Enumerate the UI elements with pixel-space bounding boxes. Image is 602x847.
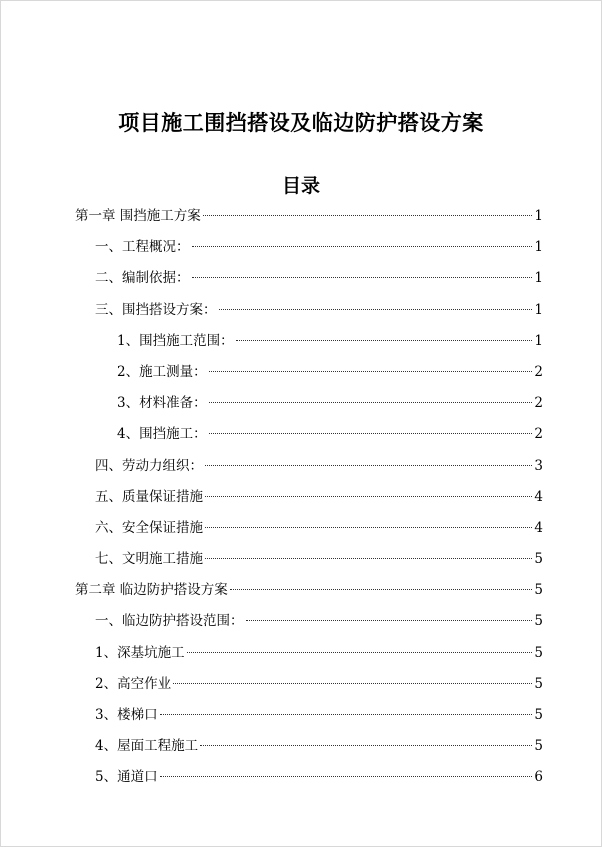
toc-leader-dots [205, 527, 532, 528]
toc-leader-dots [205, 496, 532, 497]
toc-leader-dots [187, 652, 533, 653]
toc-entry[interactable] [75, 422, 543, 453]
toc-entry-page: 1 [534, 332, 543, 349]
toc-entry[interactable] [75, 298, 543, 329]
toc-entry-page: 2 [534, 426, 543, 443]
toc-entry-page: 5 [534, 582, 543, 599]
toc-entry-label: 六、安全保证措施 [95, 519, 203, 536]
toc-entry-label: 七、文明施工措施 [95, 551, 203, 568]
table-of-contents [75, 204, 543, 797]
toc-entry-label: 4、屋面工程施工 [95, 738, 199, 755]
toc-entry-label: 一、工程概况： [95, 239, 190, 256]
toc-entry-page: 5 [534, 707, 543, 723]
toc-entry-label: 1、围挡施工范围： [117, 332, 234, 349]
toc-entry-page: 5 [534, 551, 543, 568]
toc-leader-dots [230, 589, 533, 590]
toc-entry-label: 四、劳动力组织： [95, 457, 203, 474]
toc-entry-page: 1 [534, 208, 543, 224]
toc-entry-page: 1 [534, 301, 543, 318]
toc-entry-page: 4 [534, 519, 543, 536]
toc-leader-dots [209, 371, 533, 372]
toc-entry-page: 1 [534, 239, 543, 256]
toc-leader-dots [200, 745, 532, 746]
toc-leader-dots [209, 433, 533, 434]
toc-entry-page: 2 [534, 395, 543, 412]
toc-entry-label: 第二章 临边防护搭设方案 [75, 582, 228, 599]
toc-entry-page: 3 [534, 457, 543, 474]
toc-entry-page: 4 [534, 488, 543, 505]
toc-entry-page: 6 [534, 769, 543, 786]
toc-heading: 目录 [281, 175, 320, 197]
toc-entry-label: 一、临边防护搭设范围： [95, 613, 244, 630]
toc-entry-label: 二、编制依据： [95, 270, 190, 287]
toc-entry-label: 4、围挡施工： [117, 426, 207, 443]
toc-leader-dots [192, 277, 533, 278]
toc-entry[interactable] [75, 360, 543, 391]
toc-entry[interactable] [75, 578, 543, 609]
toc-leader-dots [192, 246, 533, 247]
toc-leader-dots [205, 558, 532, 559]
toc-entry[interactable] [75, 672, 543, 703]
toc-entry[interactable] [75, 329, 543, 360]
toc-leader-dots [160, 776, 533, 777]
toc-leader-dots [205, 465, 532, 466]
toc-entry[interactable] [75, 734, 543, 765]
toc-entry[interactable] [75, 516, 543, 547]
toc-entry-label: 3、楼梯口 [95, 707, 158, 723]
toc-entry-label: 5、通道口 [95, 769, 158, 786]
toc-entry-label: 五、质量保证措施 [95, 488, 203, 505]
toc-entry-label: 3、材料准备： [117, 395, 207, 412]
toc-entry[interactable] [75, 765, 543, 796]
toc-entry[interactable] [75, 266, 543, 297]
toc-leader-dots [160, 714, 533, 715]
toc-entry-page: 1 [534, 270, 543, 287]
toc-entry-label: 三、围挡搭设方案： [95, 301, 217, 318]
toc-entry-label: 2、施工测量： [117, 363, 207, 380]
toc-entry-page: 5 [534, 644, 543, 661]
toc-entry-page: 5 [534, 613, 543, 630]
toc-entry[interactable] [75, 235, 543, 266]
toc-leader-dots [219, 309, 533, 310]
toc-entry-page: 5 [534, 738, 543, 755]
toc-entry[interactable] [75, 485, 543, 516]
toc-entry[interactable] [75, 547, 543, 578]
toc-entry[interactable] [75, 391, 543, 422]
toc-entry-label: 1、深基坑施工 [95, 644, 185, 661]
toc-entry-page: 2 [534, 363, 543, 380]
toc-leader-dots [209, 402, 533, 403]
toc-entry[interactable] [75, 454, 543, 485]
toc-entry[interactable] [75, 641, 543, 672]
toc-leader-dots [246, 620, 533, 621]
document-title: 项目施工围挡搭设及临边防护搭设方案 [118, 110, 484, 135]
toc-leader-dots [236, 340, 533, 341]
toc-entry[interactable] [75, 204, 543, 235]
toc-entry-page: 5 [534, 675, 543, 692]
toc-leader-dots [173, 683, 532, 684]
toc-entry-label: 2、高空作业 [95, 675, 172, 692]
toc-entry[interactable] [75, 703, 543, 734]
toc-entry-label: 第一章 围挡施工方案 [75, 208, 201, 224]
toc-leader-dots [203, 215, 533, 216]
toc-entry[interactable] [75, 609, 543, 640]
